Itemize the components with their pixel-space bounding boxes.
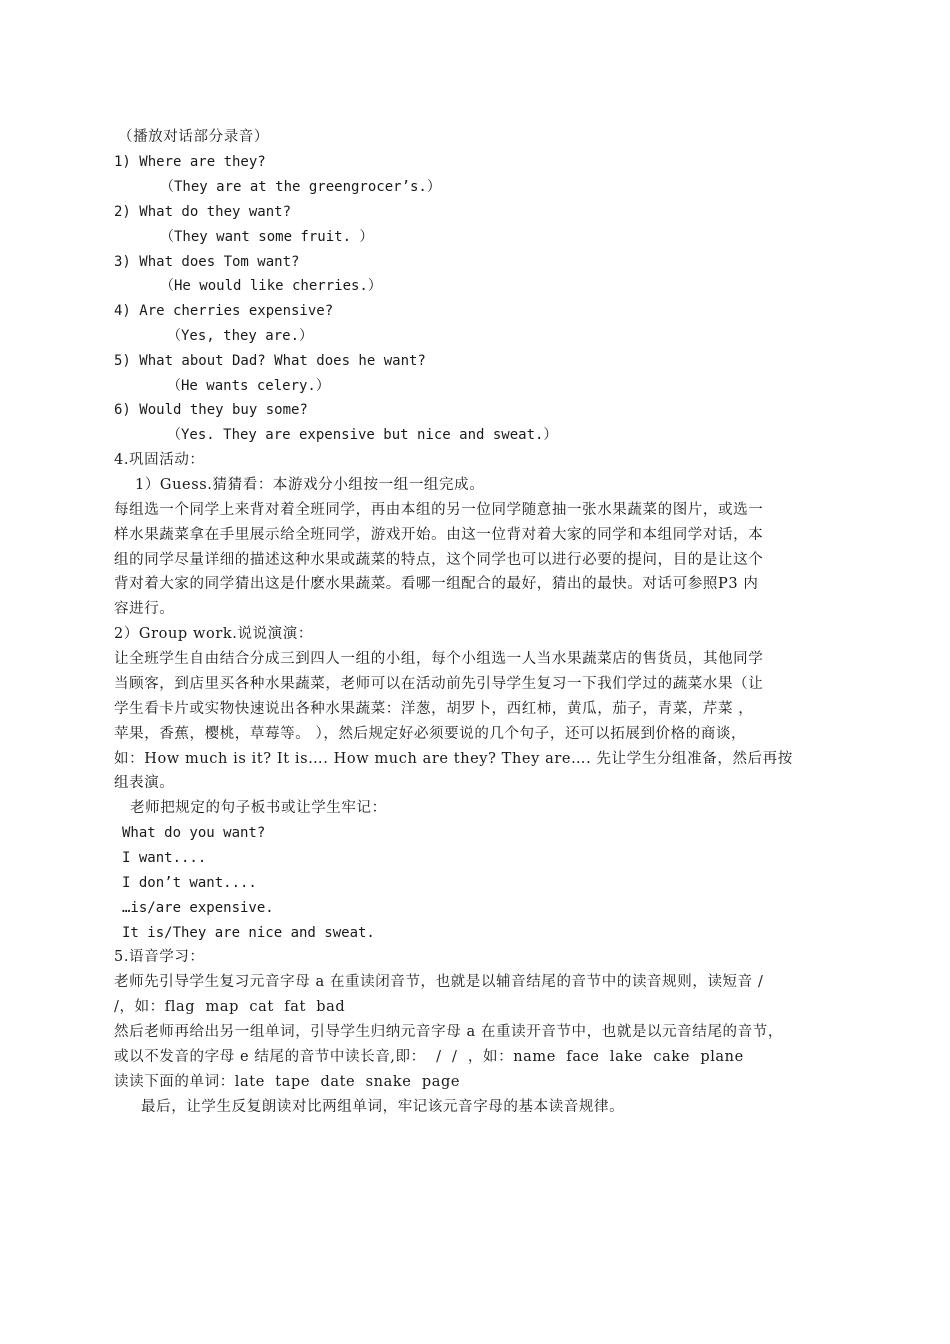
paragraph-line: 最后，让学生反复朗读对比两组单词，牢记该元音字母的基本读音规律。 <box>141 1099 625 1115</box>
subsection-heading: 1）Guess.猜猜看：本游戏分小组按一组一组完成。 <box>135 477 485 493</box>
section-heading: 4.巩固活动： <box>114 452 205 468</box>
text-line: 2) What do they want? <box>114 204 292 220</box>
paragraph-line: 读读下面的单词：late tape date snake page <box>114 1074 461 1090</box>
paragraph-line: 学生看卡片或实物快速说出各种水果蔬菜：洋葱，胡罗卜，西红柿，黄瓜，茄子，青菜，芹菜 ， <box>114 701 754 717</box>
text-line: I don’t want.... <box>122 875 257 891</box>
text-line: I want.... <box>122 850 207 866</box>
text-line: …is/are expensive. <box>122 900 274 916</box>
section-heading: 5.语音学习： <box>114 949 205 965</box>
text-line: （They are at the greengrocer’s.） <box>160 179 441 195</box>
text-line: 4) Are cherries expensive? <box>114 303 334 319</box>
text-line: （They want some fruit. ） <box>160 229 374 245</box>
text-line: It is/They are nice and sweat. <box>122 925 375 941</box>
text-line: （He wants celery.） <box>167 378 330 394</box>
paragraph-line: 组表演。 <box>114 775 175 791</box>
paragraph-line: 背对着大家的同学猜出这是什麽水果蔬菜。看哪一组配合的最好，猜出的最快。对话可参照P3 内 <box>114 576 759 592</box>
paragraph-line: 样水果蔬菜拿在手里展示给全班同学，游戏开始。由这一位背对着大家的同学和本组同学对话，本 <box>114 527 764 543</box>
text-line: What do you want? <box>122 825 266 841</box>
paragraph-line: 每组选一个同学上来背对着全班同学，再由本组的另一位同学随意抽一张水果蔬菜的图片，或选一 <box>114 502 764 518</box>
paragraph-line: 当顾客，到店里买各种水果蔬菜，老师可以在活动前先引导学生复习一下我们学过的蔬菜水果（让 <box>114 676 764 692</box>
paragraph-line: 老师先引导学生复习元音字母 a 在重读闭音节，也就是以辅音结尾的音节中的读音规则，读短音 / <box>114 974 764 990</box>
text-line: 6) Would they buy some? <box>114 402 308 418</box>
paragraph-line: 老师把规定的句子板书或让学生牢记： <box>130 800 387 816</box>
paragraph-line: 组的同学尽量详细的描述这种水果或蔬菜的特点，这个同学也可以进行必要的提问，目的是让这个 <box>114 552 764 568</box>
paragraph-line: 苹果，香蕉，樱桃，草莓等。 ），然后规定好必须要说的几个句子，还可以拓展到价格的商谈， <box>114 726 747 742</box>
text-line: 5) What about Dad? What does he want? <box>114 353 426 369</box>
text-line: （播放对话部分录音） <box>118 129 269 145</box>
text-line: 3) What does Tom want? <box>114 254 300 270</box>
text-line: 1) Where are they? <box>114 154 266 170</box>
paragraph-line: 容进行。 <box>114 601 175 617</box>
paragraph-line: 让全班学生自由结合分成三到四人一组的小组，每个小组选一人当水果蔬菜店的售货员，其他同学 <box>114 651 764 667</box>
paragraph-line: 或以不发音的字母 e 结尾的音节中读长音,即： / / ，如：name face lake cake plane <box>114 1049 744 1065</box>
text-line: （Yes. They are expensive but nice and sweat.） <box>167 427 558 443</box>
text-line: （He would like cherries.） <box>160 278 382 294</box>
paragraph-line: /，如：flag map cat fat bad <box>114 999 346 1015</box>
text-line: （Yes, they are.） <box>167 328 314 344</box>
paragraph-line: 然后老师再给出另一组单词，引导学生归纳元音字母 a 在重读开音节中，也就是以元音结尾的音节， <box>114 1024 783 1040</box>
paragraph-line: 如：How much is it? It is…. How much are they? They are…. 先让学生分组准备，然后再按 <box>114 751 793 767</box>
subsection-heading: 2）Group work.说说演演： <box>114 626 313 642</box>
